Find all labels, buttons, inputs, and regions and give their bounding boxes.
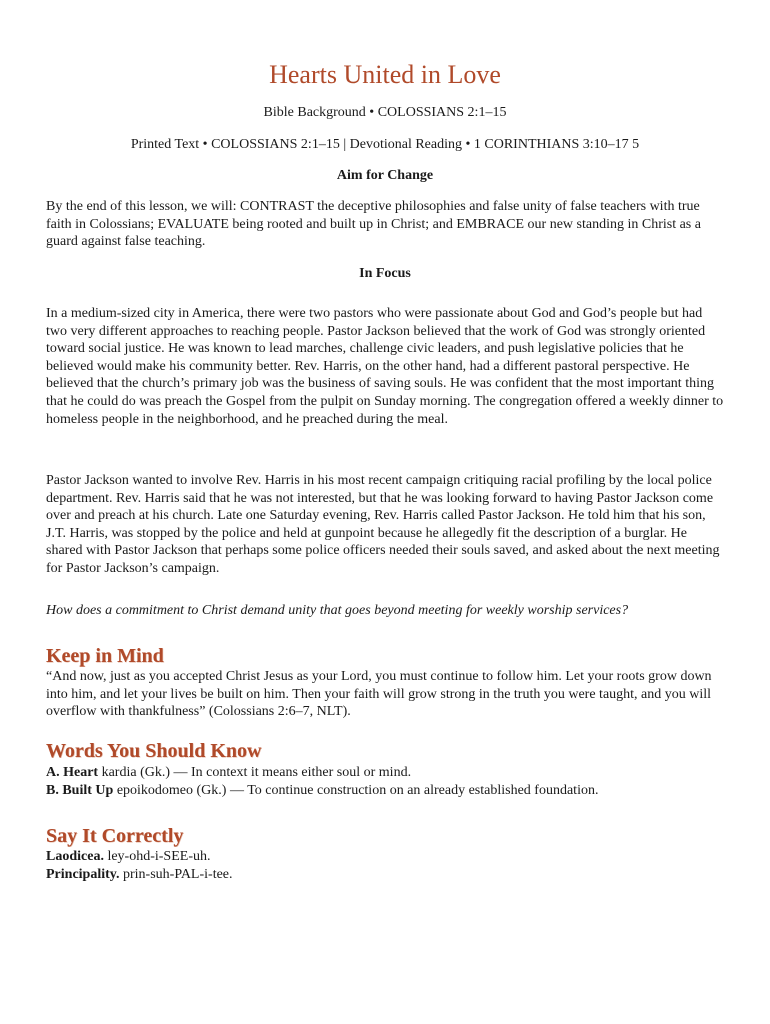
pronunciation-term: Laodicea. (46, 849, 104, 864)
lesson-title: Hearts United in Love (269, 60, 501, 89)
keep-in-mind-body: “And now, just as you accepted Christ Jesus as your Lord, you must continue to follow him. Let your roots grow down into him, and let your lives be built on him. Then your faith will grow strong in the truth you were taught, and you will overflow with thankfulness” (Colossians 2:6–7, NLT). (46, 669, 712, 720)
word-definition: kardia (Gk.) — In context it means either soul or mind. (98, 765, 412, 780)
word-item (46, 782, 726, 800)
in-focus-paragraph-2: Pastor Jackson wanted to involve Rev. Harris in his most recent campaign critiquing racial profiling by the local police department. Rev. Harris said that he was not interested, but that he was looking forward to having Pastor Jackson come over and preach at his church. Late one Saturday evening, Rev. Harris called Pastor Jackson. He told him that his son, J.T. Harris, was stopped by the police and held at gunpoint because he allegedly fit the description of a burglar. He shared with Pastor Jackson that perhaps some police officers needed their souls saved, and asked about the next meeting for Pastor Jackson’s campaign. (46, 473, 720, 576)
word-term: B. Built Up (46, 783, 114, 798)
pronunciation-item (46, 848, 726, 866)
say-it-heading: Say It Correctly (46, 825, 184, 847)
word-item (46, 764, 726, 782)
word-term: A. Heart (46, 765, 99, 780)
aim-heading: Aim for Change (336, 168, 434, 183)
bible-background: Bible Background • COLOSSIANS 2:1–15 (263, 105, 507, 120)
in-focus-heading: In Focus (359, 266, 411, 281)
pronunciation-value: ley-ohd-i-SEE-uh. (103, 849, 211, 864)
keep-in-mind-heading: Keep in Mind (46, 645, 164, 667)
pronunciation-value: prin-suh-PAL-i-tee. (119, 867, 233, 882)
in-focus-paragraph-1: In a medium-sized city in America, there were two pastors who were passionate about God and God’s people but had two very different approaches to reaching people. Pastor Jackson believed that the work of God was strongly oriented toward social justice. He was known to lead marches, challenge civic leaders, and push legislative policies that he believed would make his community better. Rev. Harris, on the other hand, had a different pastoral perspective. He believed that the church’s primary job was the business of saving souls. He was confident that the most important thing that he could do was preach the Gospel from the pulpit on Sunday morning. The congregation offered a weekly dinner to homeless people in the neighborhood, and he preached during the meal. (46, 306, 724, 427)
aim-body: By the end of this lesson, we will: CONTRAST the deceptive philosophies and false unity of false teachers with true faith in Colossians; EVALUATE being rooted and built up in Christ; and EMBRACE our new standing in Christ as a guard against false teaching. (46, 199, 701, 250)
pronunciation-term: Principality. (46, 867, 120, 882)
words-heading: Words You Should Know (46, 740, 262, 762)
pronunciation-item (46, 866, 726, 884)
reflection-question: How does a commitment to Christ demand unity that goes beyond meeting for weekly worship services? (46, 603, 629, 618)
word-definition: epoikodomeo (Gk.) — To continue construction on an already established foundation. (113, 783, 599, 798)
printed-text: Printed Text • COLOSSIANS 2:1–15 | Devotional Reading • 1 CORINTHIANS 3:10–17 5 (130, 137, 640, 152)
